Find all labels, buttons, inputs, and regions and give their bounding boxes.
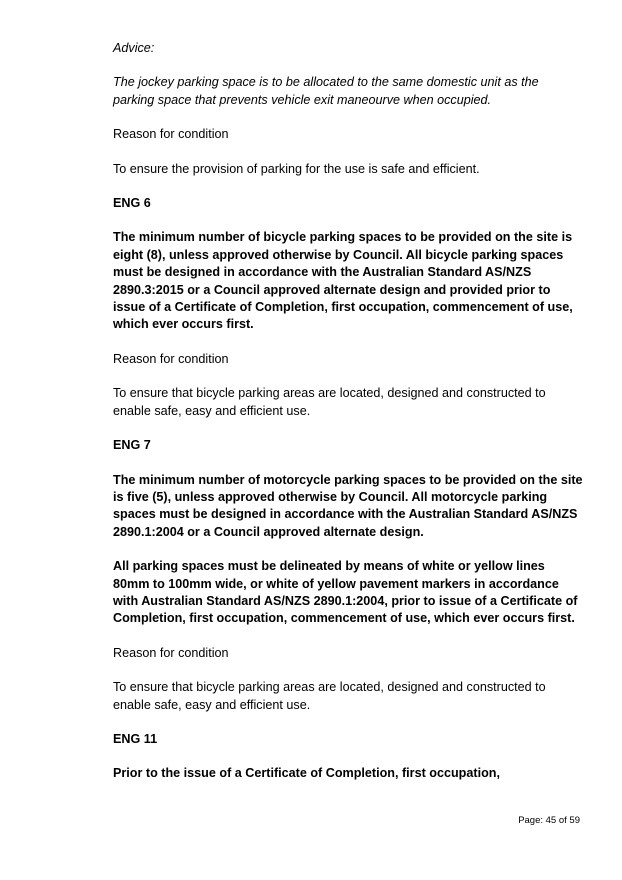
eng6-text: The minimum number of bicycle parking spaces to be provided on the site is eight (8), unless approved otherwise by Council. All bicycle parking spaces must be designed in accordance with the Australian Standard AS/NZS 2890.3:2015 or a Council approved alternate design and provided prior to issue of a Certificate of Completion, first occupation, commencement of use, which ever occurs first. — [113, 230, 573, 332]
document-body — [113, 40, 583, 783]
reason-label-3: Reason for condition — [113, 645, 229, 660]
eng7-text-2: All parking spaces must be delineated by means of white or yellow lines 80mm to 100mm wide, or white of yellow pavement markers in accordance with Australian Standard AS/NZS 2890.1:2004, prior to issue of a Certificate of Completion, first occupation, commencement of use, which ever occurs first. — [113, 559, 578, 626]
advice-text: The jockey parking space is to be allocated to the same domestic unit as the parking space that prevents vehicle exit maneourve when occupied. — [113, 75, 539, 107]
page-number: Page: 45 of 59 — [518, 815, 580, 826]
advice-label: Advice: — [113, 41, 155, 55]
reason-label-2: Reason for condition — [113, 351, 229, 366]
reason-text-3: To ensure that bicycle parking areas are located, designed and constructed to enable safe, easy and efficient use. — [113, 680, 546, 712]
eng11-heading: ENG 11 — [113, 731, 158, 746]
eng7-text-1: The minimum number of motorcycle parking spaces to be provided on the site is five (5), unless approved otherwise by Council. All motorcycle parking spaces must be designed in accordance with the Australian Standard AS/NZS 2890.1:2004 or a Council approved alternate design. — [113, 472, 583, 539]
reason-text-2: To ensure that bicycle parking areas are located, designed and constructed to enable safe, easy and efficient use. — [113, 386, 546, 418]
reason-label-1: Reason for condition — [113, 127, 229, 142]
eng11-text: Prior to the issue of a Certificate of Completion, first occupation, — [113, 766, 500, 781]
reason-text-1: To ensure the provision of parking for the use is safe and efficient. — [113, 161, 480, 176]
eng7-heading: ENG 7 — [113, 438, 151, 453]
eng6-heading: ENG 6 — [113, 196, 151, 211]
